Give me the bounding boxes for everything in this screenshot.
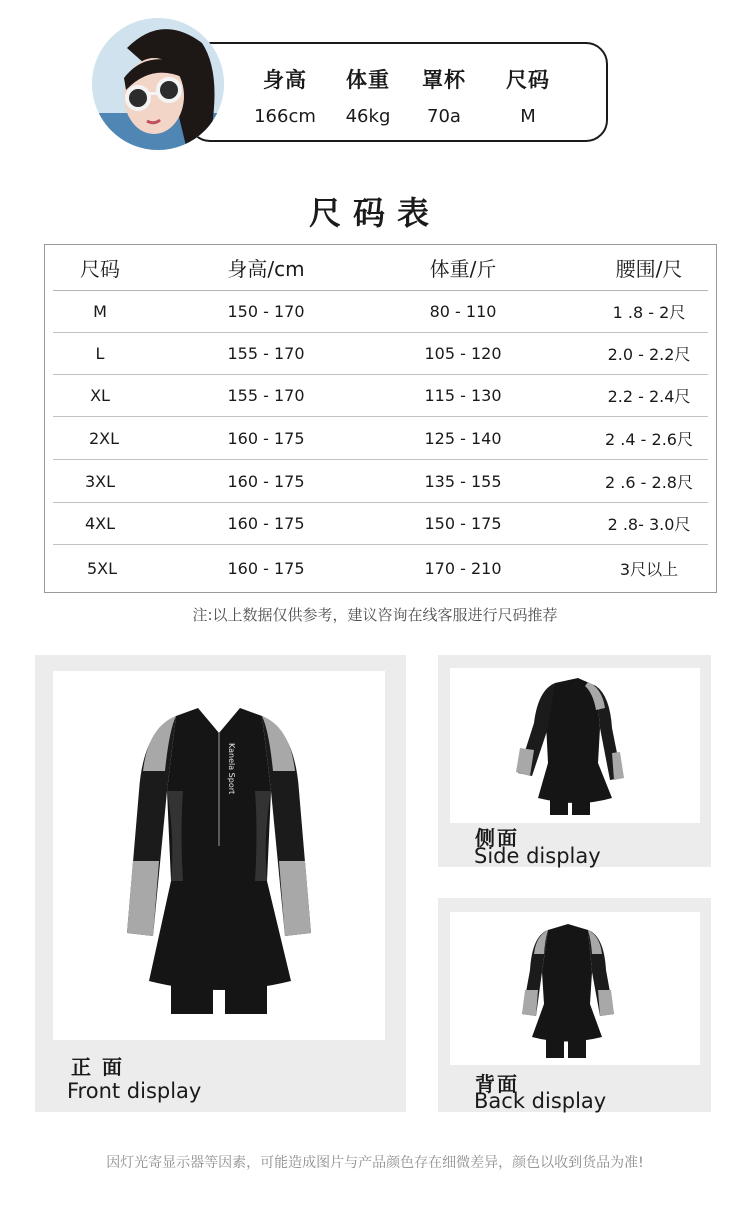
cell-height: 160 - 175 [227, 428, 305, 448]
cell-height: 155 - 170 [227, 386, 305, 405]
cell-size: 3XL [84, 471, 116, 491]
cell-weight: 170 - 210 [424, 558, 502, 578]
cell-size: M [93, 302, 107, 321]
header-waist: 腰围/尺 [615, 257, 683, 281]
cell-waist: 2 .4 - 2.6尺 [605, 429, 693, 449]
cell-height: 160 - 175 [227, 514, 305, 533]
cell-weight: 125 - 140 [424, 428, 502, 448]
front-brand-label: Kanela Sport [227, 743, 236, 795]
cell-height: 155 - 170 [227, 344, 305, 363]
table-row [53, 333, 708, 375]
cell-size: 2XL [88, 428, 120, 448]
color-disclaimer: 因灯光寄显示器等因素，可能造成图片与产品颜色存在细微差异，颜色以收到货品为准! [106, 1155, 644, 1171]
cell-height: 150 - 170 [227, 302, 305, 321]
model-cup-value: 70a [427, 106, 461, 127]
cell-height: 160 - 175 [227, 558, 305, 578]
cell-size: 5XL [86, 558, 118, 578]
model-weight [328, 64, 408, 127]
model-info-card [188, 42, 608, 142]
table-row [53, 503, 708, 545]
header-weight: 体重/斤 [429, 257, 497, 281]
front-caption-en: Front display [67, 1079, 202, 1103]
swimsuit-side-icon [450, 668, 700, 823]
table-row [53, 291, 708, 333]
model-height [245, 64, 325, 127]
cell-weight: 80 - 110 [429, 302, 497, 321]
swimsuit-front-icon [53, 671, 385, 1040]
model-portrait-icon [92, 18, 224, 150]
cell-weight: 150 - 175 [424, 514, 502, 533]
header-height: 身高/cm [227, 257, 305, 281]
size-table [44, 244, 717, 593]
model-avatar [92, 18, 224, 150]
cell-waist: 2.0 - 2.2尺 [607, 345, 691, 364]
cell-height: 160 - 175 [227, 471, 305, 491]
side-photo-frame [450, 668, 700, 823]
table-row [53, 460, 708, 503]
front-caption-cn: 正 面 [71, 1055, 124, 1079]
model-height-value: 166cm [254, 106, 316, 127]
front-photo-frame [53, 671, 385, 1040]
cell-waist: 2.2 - 2.4尺 [607, 387, 691, 406]
table-row [53, 545, 708, 591]
header-size: 尺码 [80, 257, 120, 281]
model-size [488, 64, 568, 127]
side-caption-en: Side display [474, 844, 601, 868]
swimsuit-back-icon [450, 912, 700, 1065]
model-weight-label: 体重 [346, 68, 390, 92]
cell-waist: 3尺以上 [619, 559, 679, 579]
model-size-value: M [520, 106, 536, 127]
side-display-panel [438, 655, 711, 867]
back-caption-en: Back display [474, 1089, 607, 1113]
cell-waist: 1 .8 - 2尺 [612, 303, 686, 322]
size-chart-title: 尺码表 [308, 194, 441, 232]
table-row [53, 417, 708, 460]
back-photo-frame [450, 912, 700, 1065]
cell-waist: 2 .8- 3.0尺 [607, 515, 691, 534]
model-cup-label: 罩杯 [422, 68, 466, 92]
cell-waist: 2 .6 - 2.8尺 [605, 472, 693, 492]
table-row [53, 375, 708, 417]
back-display-panel [438, 898, 711, 1112]
cell-size: L [95, 344, 105, 363]
cell-size: 4XL [84, 514, 116, 533]
cell-weight: 115 - 130 [424, 386, 502, 405]
table-header [53, 245, 708, 291]
cell-weight: 105 - 120 [424, 344, 502, 363]
cell-size: XL [90, 386, 110, 405]
front-display-panel [35, 655, 406, 1112]
size-note: 注:以上数据仅供参考，建议咨询在线客服进行尺码推荐 [192, 606, 558, 624]
back-caption-cn: 背面 [475, 1072, 519, 1096]
cell-weight: 135 - 155 [424, 471, 502, 491]
model-size-label: 尺码 [506, 68, 550, 92]
model-weight-value: 46kg [345, 106, 391, 127]
side-caption-cn: 侧面 [475, 826, 519, 850]
model-height-label: 身高 [263, 68, 307, 92]
model-cup [404, 64, 484, 127]
